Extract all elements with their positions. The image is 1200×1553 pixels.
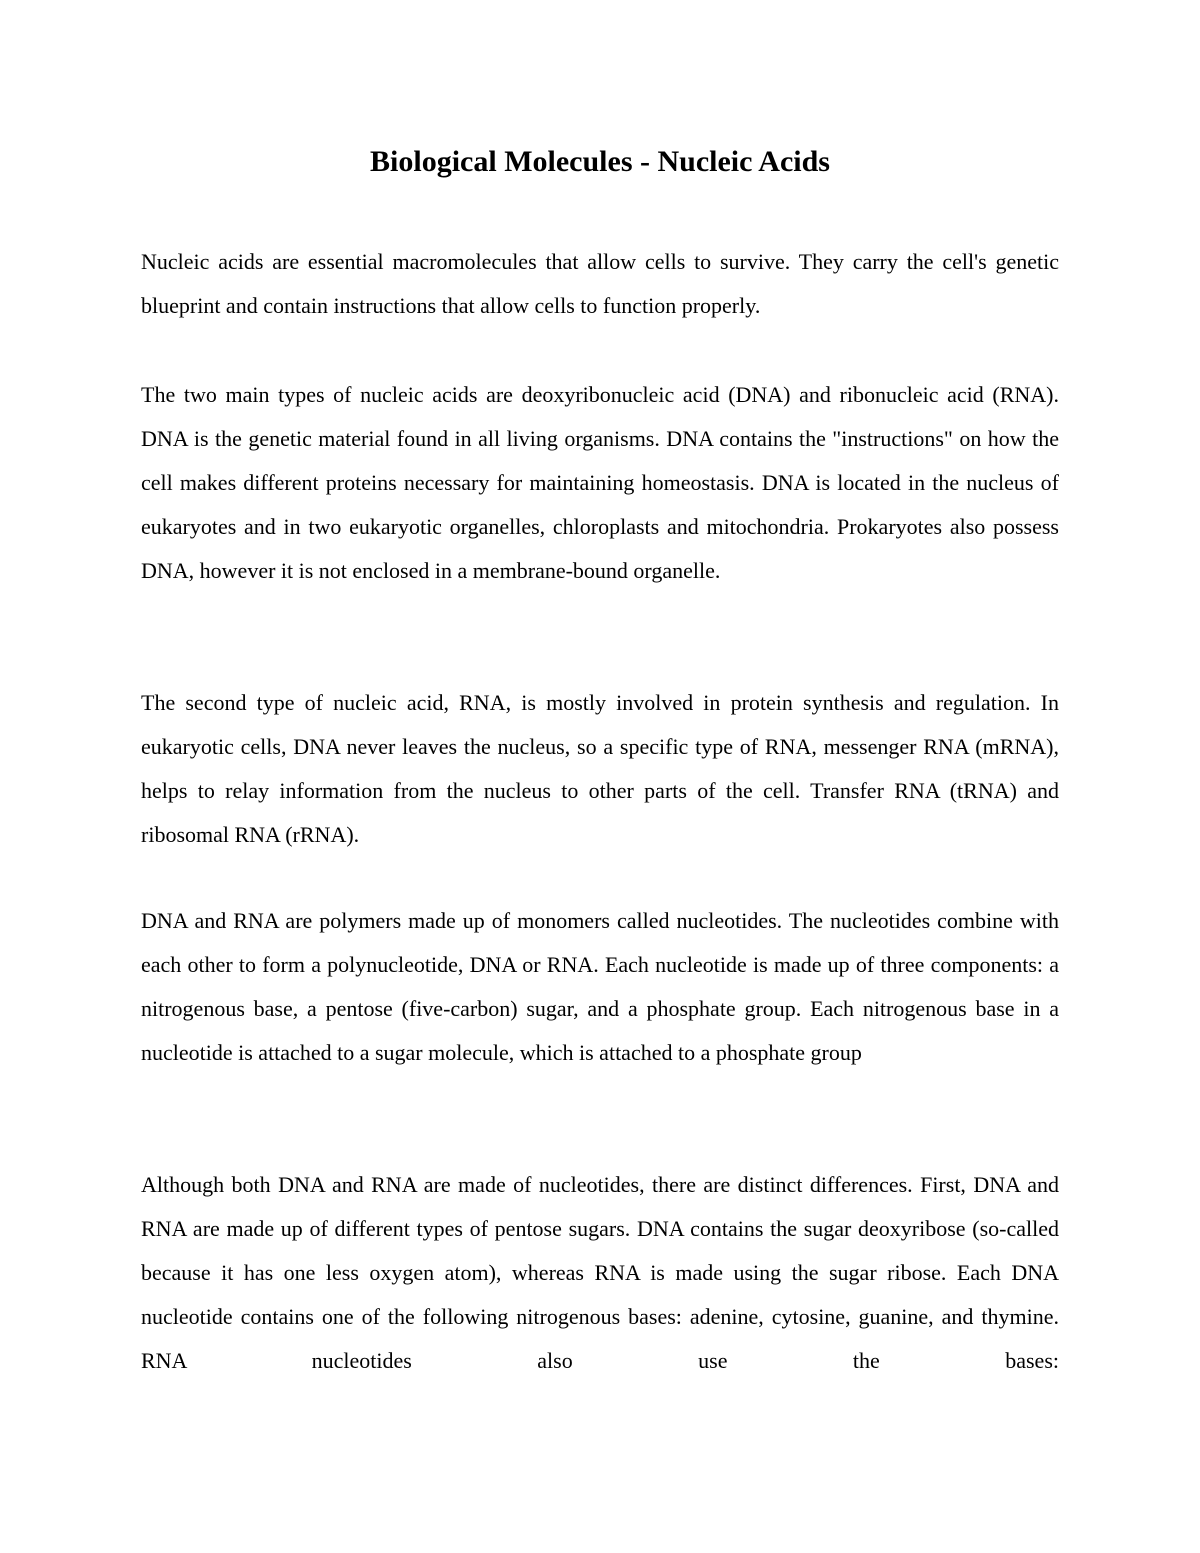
paragraph-differences: Although both DNA and RNA are made of nucleotides, there are distinct differences. First, DNA and RNA are made up of different types of pentose sugars. DNA contains the sugar deoxyribose (so-called because it has one less oxygen atom), whereas RNA is made using the sugar ribose. Each DNA nucleotide contains one of the following nitrogenous bases: adenine, cytosine, guanine, and thymine. RNA nucleotides also use the bases: — [141, 1172, 1059, 1373]
paragraph-rna: The second type of nucleic acid, RNA, is mostly involved in protein synthesis and regulation. In eukaryotic cells, DNA never leaves the nucleus, so a specific type of RNA, messenger RNA (mRNA), helps to relay information from the nucleus to other parts of the cell. Transfer RNA (tRNA) and ribosomal RNA (rRNA). — [141, 690, 1059, 847]
page-title: Biological Molecules - Nucleic Acids — [370, 145, 830, 178]
paragraph-dna: The two main types of nucleic acids are deoxyribonucleic acid (DNA) and ribonucleic acid (RNA). DNA is the genetic material found in all living organisms. DNA contains the "instructions" on how the cell makes different proteins necessary for maintaining homeostasis. DNA is located in the nucleus of eukaryotes and in two eukaryotic organelles, chloroplasts and mitochondria. Prokaryotes also possess DNA, however it is not enclosed in a membrane-bound organelle. — [141, 382, 1059, 583]
paragraph-nucleotides: DNA and RNA are polymers made up of monomers called nucleotides. The nucleotides combine with each other to form a polynucleotide, DNA or RNA. Each nucleotide is made up of three components: a nitrogenous base, a pentose (five-carbon) sugar, and a phosphate group. Each nitrogenous base in a nucleotide is attached to a sugar molecule, which is attached to a phosphate group — [141, 908, 1059, 1065]
paragraph-intro: Nucleic acids are essential macromolecules that allow cells to survive. They carry the cell's genetic blueprint and contain instructions that allow cells to function properly. — [141, 249, 1059, 318]
